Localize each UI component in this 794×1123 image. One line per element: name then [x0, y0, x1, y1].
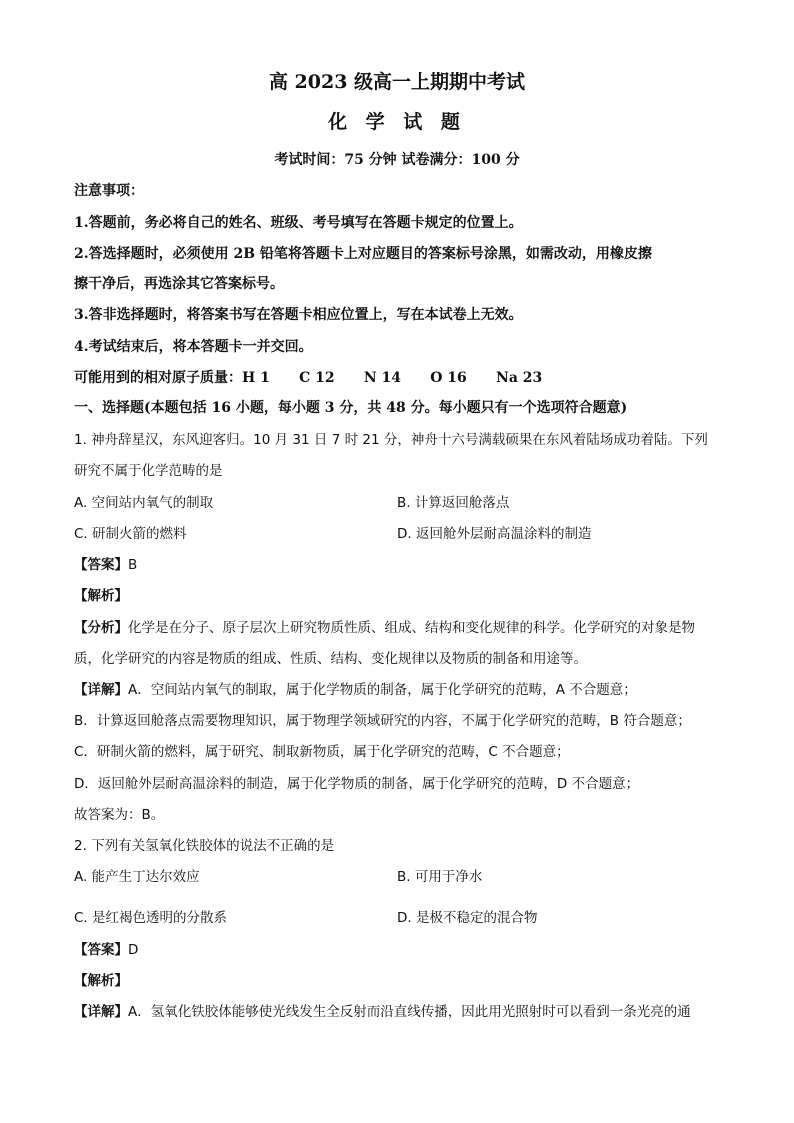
note-item: 4.考试结束后，将本答题卡一并交回。 [74, 339, 313, 355]
q2-option-c: C. 是红褐色透明的分散系 [74, 910, 228, 926]
section-heading: 一、选择题(本题包括 16 小题，每小题 3 分，共 48 分。每小题只有一个选项符合题意) [74, 400, 628, 416]
detail-tag: 【详解】 [74, 682, 128, 698]
q1-option-b: B. 计算返回舱落点 [397, 495, 510, 511]
q1-option-a: A. 空间站内氧气的制取 [74, 495, 214, 511]
q2-option-b: B. 可用于净水 [397, 869, 483, 885]
analysis-tag: 【解析】 [74, 973, 128, 989]
q2-option-a: A. 能产生丁达尔效应 [74, 869, 200, 885]
detail-tag: 【详解】 [74, 1004, 128, 1020]
q1-answer: B [128, 557, 138, 573]
note-item: 擦干净后，再选涂其它答案标号。 [74, 276, 284, 292]
q2-stem: 2. 下列有关氢氧化铁胶体的说法不正确的是 [74, 838, 335, 854]
atomic-mass-line: 可能用到的相对原子质量：H 1 C 12 N 14 O 16 Na 23 [74, 370, 543, 386]
exam-info: 考试时间：75 分钟 试卷满分：100 分 [274, 152, 520, 168]
note-item: 1.答题前，务必将自己的姓名、班级、考号填写在答题卡规定的位置上。 [74, 215, 523, 231]
q2-detail-line [74, 1002, 691, 1022]
q2-option-d: D. 是极不稳定的混合物 [397, 910, 538, 926]
q1-answer-line [74, 555, 137, 575]
q1-detail-line: C．研制火箭的燃料，属于研究、制取新物质，属于化学研究的范畴，C 不合题意； [74, 744, 570, 760]
fenxi-tag: 【分析】 [74, 620, 128, 636]
q1-detail-line: B．计算返回舱落点需要物理知识，属于物理学领域研究的内容，不属于化学研究的范畴，B 符合题意； [74, 713, 691, 729]
q1-option-c: C. 研制火箭的燃料 [74, 526, 187, 542]
q1-stem-line: 研究不属于化学范畴的是 [74, 463, 223, 479]
q2-answer: D [128, 942, 139, 958]
answer-tag: 【答案】 [74, 557, 128, 573]
q2-answer-line [74, 940, 138, 960]
exam-subtitle: 化 学 试 题 [328, 111, 466, 133]
fenxi-text: 化学是在分子、原子层次上研究物质性质、组成、结构和变化规律的科学。化学研究的对象是物 [128, 620, 695, 636]
note-item: 3.答非选择题时，将答案书写在答题卡相应位置上，写在本试卷上无效。 [74, 307, 523, 323]
q1-option-d: D. 返回舱外层耐高温涂料的制造 [397, 526, 592, 542]
q1-conclusion: 故答案为：B。 [74, 807, 165, 823]
notes-heading: 注意事项： [74, 183, 144, 199]
q1-detail-line [74, 680, 637, 700]
q1-fenxi-line [74, 618, 695, 638]
q1-fenxi-line: 质，化学研究的内容是物质的组成、性质、结构、变化规律以及物质的制备和用途等。 [74, 651, 587, 667]
analysis-tag: 【解析】 [74, 588, 128, 604]
answer-tag: 【答案】 [74, 942, 128, 958]
detail-text: A．氢氧化铁胶体能够使光线发生全反射而沿直线传播，因此用光照射时可以看到一条光亮的通 [128, 1004, 691, 1020]
detail-text: A．空间站内氧气的制取，属于化学物质的制备，属于化学研究的范畴，A 不合题意； [128, 682, 637, 698]
exam-title: 高 2023 级高一上期期中考试 [268, 71, 526, 93]
note-item: 2.答选择题时，必须使用 2B 铅笔将答题卡上对应题目的答案标号涂黑，如需改动，用橡皮擦 [74, 246, 652, 262]
q1-detail-line: D．返回舱外层耐高温涂料的制造，属于化学物质的制备，属于化学研究的范畴，D 不合题意； [74, 776, 640, 792]
q1-stem-line: 1. 神舟辞星汉，东风迎客归。10 月 31 日 7 时 21 分，神舟十六号满载硕果在东风着陆场成功着陆。下列 [74, 432, 708, 448]
